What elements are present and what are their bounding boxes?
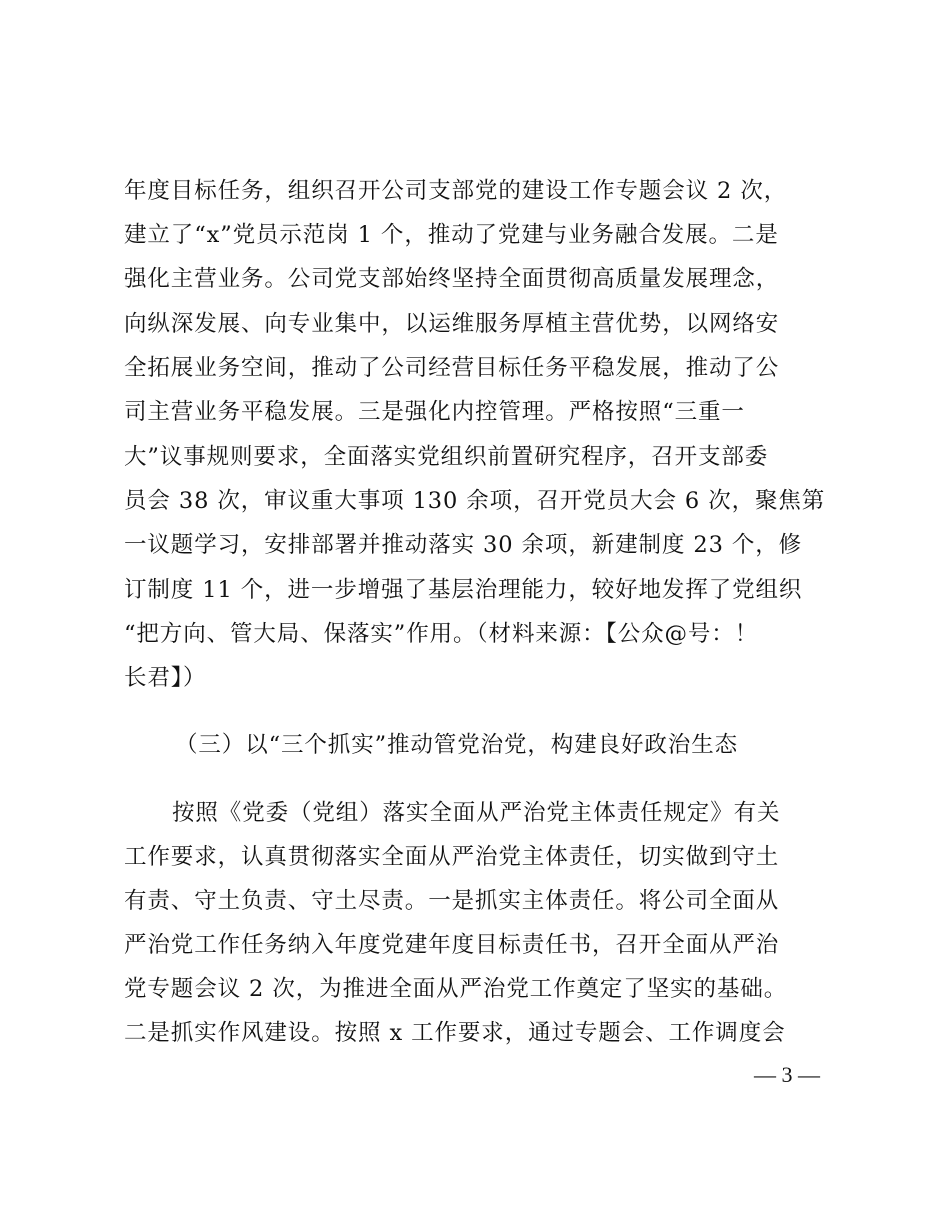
text-line: 党专题会议 2 次，为推进全面从严治党工作奠定了坚实的基础。 <box>124 976 788 1002</box>
text-line: 有责、守土负责、守土尽责。一是抓实主体责任。将公司全面从 <box>124 888 780 914</box>
page-number: — 3 — <box>754 1062 820 1087</box>
text-line: 订制度 11 个，进一步增强了基层治理能力，较好地发挥了党组织 <box>124 577 803 603</box>
text-line: 按照《党委（党组）落实全面从严治党主体责任规定》有关 <box>172 800 781 826</box>
text-line: 司主营业务平稳发展。三是强化内控管理。严格按照“三重一 <box>124 399 745 425</box>
section-heading: （三）以“三个抓实”推动管党治党，构建良好政治生态 <box>175 732 739 758</box>
text-line: 工作要求，认真贯彻落实全面从严治党主体责任，切实做到守土 <box>124 844 780 870</box>
text-line: 员会 38 次，审议重大事项 130 余项，召开党员大会 6 次，聚焦第 <box>124 488 826 514</box>
text-line: 严治党工作任务纳入年度党建年度目标责任书，召开全面从严治 <box>124 932 780 958</box>
text-line: 年度目标任务，组织召开公司支部党的建设工作专题会议 2 次， <box>124 178 788 204</box>
text-line: 大”议事规则要求，全面落实党组织前置研究程序，召开支部委 <box>124 444 769 470</box>
text-line: 向纵深发展、向专业集中，以运维服务厚植主营优势，以网络安 <box>124 311 780 337</box>
text-line: 强化主营业务。公司党支部始终坚持全面贯彻高质量发展理念， <box>124 266 780 292</box>
text-line: “把方向、管大局、保落实”作用。（材料来源：【公众@号：！ <box>124 621 759 647</box>
text-line: 一议题学习，安排部署并推动落实 30 余项，新建制度 23 个，修 <box>124 532 803 558</box>
text-line: 建立了“x”党员示范岗 1 个，推动了党建与业务融合发展。二是 <box>124 222 779 248</box>
text-line: 长君】） <box>124 665 207 691</box>
text-line: 全拓展业务空间，推动了公司经营目标任务平稳发展，推动了公 <box>124 355 780 381</box>
text-line: 二是抓实作风建设。按照 x 工作要求，通过专题会、工作调度会 <box>124 1020 786 1046</box>
